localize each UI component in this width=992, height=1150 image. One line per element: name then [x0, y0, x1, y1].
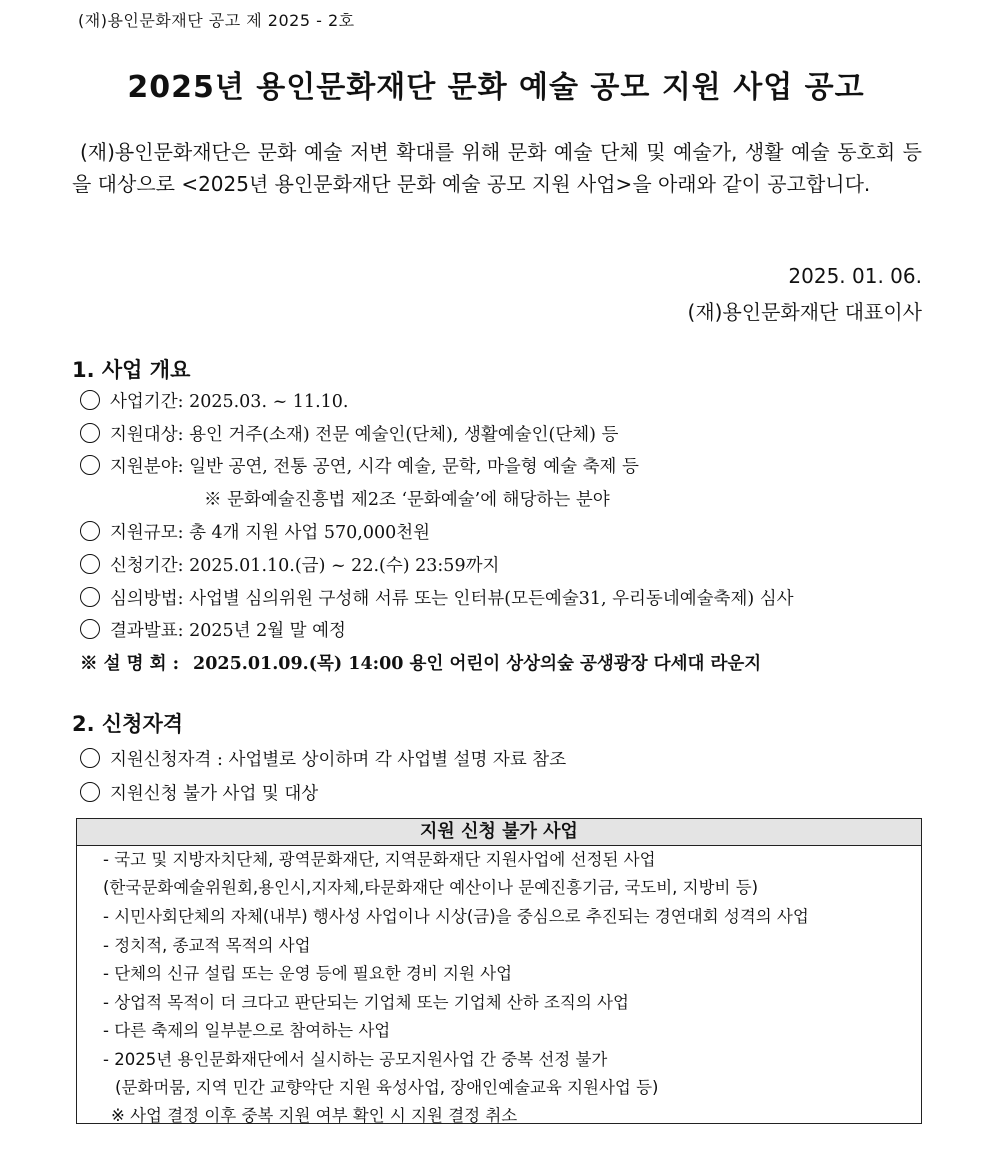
overview-item-result [80, 617, 346, 642]
circle-bullet-icon [80, 390, 100, 410]
notice-number: (재)용인문화재단 공고 제 2025 - 2호 [78, 11, 355, 30]
overview-item-review-method [80, 585, 794, 610]
restricted-line: - 2025년 용인문화재단에서 실시하는 공모지원사업 간 중복 선정 불가 [103, 1050, 608, 1069]
briefing-text: 2025.01.09.(목) 14:00 용인 어린이 상상의숲 공생광장 다세대 라운지 [193, 654, 762, 674]
circle-bullet-icon [80, 455, 100, 475]
overview-item-target [80, 421, 618, 446]
page-title: 2025년 용인문화재단 문화 예술 공모 지원 사업 공고 [127, 70, 865, 105]
overview-item-field [80, 453, 639, 478]
circle-bullet-icon [80, 554, 100, 574]
circle-bullet-icon [80, 423, 100, 443]
eligibility-item-restricted [80, 780, 318, 805]
restricted-line: ※ 사업 결정 이후 중복 지원 여부 확인 시 지원 결정 취소 [111, 1106, 518, 1125]
eligibility-item-text: 지원신청 불가 사업 및 대상 [110, 784, 319, 804]
announcement-date: 2025. 01. 06. [788, 264, 922, 288]
briefing-session [80, 650, 761, 675]
restricted-projects-table [76, 818, 922, 1124]
overview-item-period [80, 388, 348, 413]
briefing-label: ※ 설 명 회 : [80, 654, 180, 674]
restricted-line: - 국고 및 지방자치단체, 광역문화재단, 지역문화재단 지원사업에 선정된 사업 [103, 850, 656, 869]
issuer-name: (재)용인문화재단 대표이사 [687, 300, 922, 324]
intro-paragraph: (재)용인문화재단은 문화 예술 저변 확대를 위해 문화 예술 단체 및 예술가, 생활 예술 동호회 등을 대상으로 <2025년 용인문화재단 문화 예술 공모 지원 사업>을 아래와 같이 공고합니다. [72, 140, 922, 196]
section-title-overview: 1. 사업 개요 [72, 358, 191, 382]
section-title-eligibility: 2. 신청자격 [72, 712, 184, 736]
overview-item-text: 지원대상: 용인 거주(소재) 전문 예술인(단체), 생활예술인(단체) 등 [110, 425, 619, 445]
eligibility-item-qualification [80, 746, 566, 771]
overview-item-text: 사업기간: 2025.03. ~ 11.10. [110, 392, 349, 412]
overview-item-text: 결과발표: 2025년 2월 말 예정 [110, 621, 346, 641]
overview-item-text: 심의방법: 사업별 심의위원 구성해 서류 또는 인터뷰(모든예술31, 우리동네예술축제) 심사 [110, 589, 794, 609]
overview-item-text: 신청기간: 2025.01.10.(금) ~ 22.(수) 23:59까지 [110, 556, 500, 576]
restricted-line: - 정치적, 종교적 목적의 사업 [103, 936, 311, 955]
circle-bullet-icon [80, 782, 100, 802]
overview-item-text: 지원규모: 총 4개 지원 사업 570,000천원 [110, 523, 431, 543]
restricted-table-heading: 지원 신청 불가 사업 [77, 819, 921, 846]
overview-item-text: 지원분야: 일반 공연, 전통 공연, 시각 예술, 문학, 마을형 예술 축제 등 [110, 457, 639, 477]
restricted-line: (한국문화예술위원회,용인시,지자체,타문화재단 예산이나 문예진흥기금, 국도비, 지방비 등) [103, 878, 759, 897]
field-note: ※ 문화예술진흥법 제2조 ‘문화예술’에 해당하는 분야 [204, 490, 610, 510]
circle-bullet-icon [80, 587, 100, 607]
restricted-line: (문화머뭄, 지역 민간 교향악단 지원 육성사업, 장애인예술교육 지원사업 등) [115, 1078, 659, 1097]
circle-bullet-icon [80, 619, 100, 639]
overview-item-application-period [80, 552, 499, 577]
eligibility-item-text: 지원신청자격 : 사업별로 상이하며 각 사업별 설명 자료 참조 [110, 750, 567, 770]
overview-item-scale [80, 519, 430, 544]
restricted-line: - 단체의 신규 설립 또는 운영 등에 필요한 경비 지원 사업 [103, 964, 513, 983]
restricted-line: - 다른 축제의 일부분으로 참여하는 사업 [103, 1021, 391, 1040]
restricted-line: - 상업적 목적이 더 크다고 판단되는 기업체 또는 기업체 산하 조직의 사업 [103, 993, 629, 1012]
circle-bullet-icon [80, 521, 100, 541]
restricted-line: - 시민사회단체의 자체(내부) 행사성 사업이나 시상(금)을 중심으로 추진되는 경연대회 성격의 사업 [103, 907, 809, 926]
circle-bullet-icon [80, 748, 100, 768]
